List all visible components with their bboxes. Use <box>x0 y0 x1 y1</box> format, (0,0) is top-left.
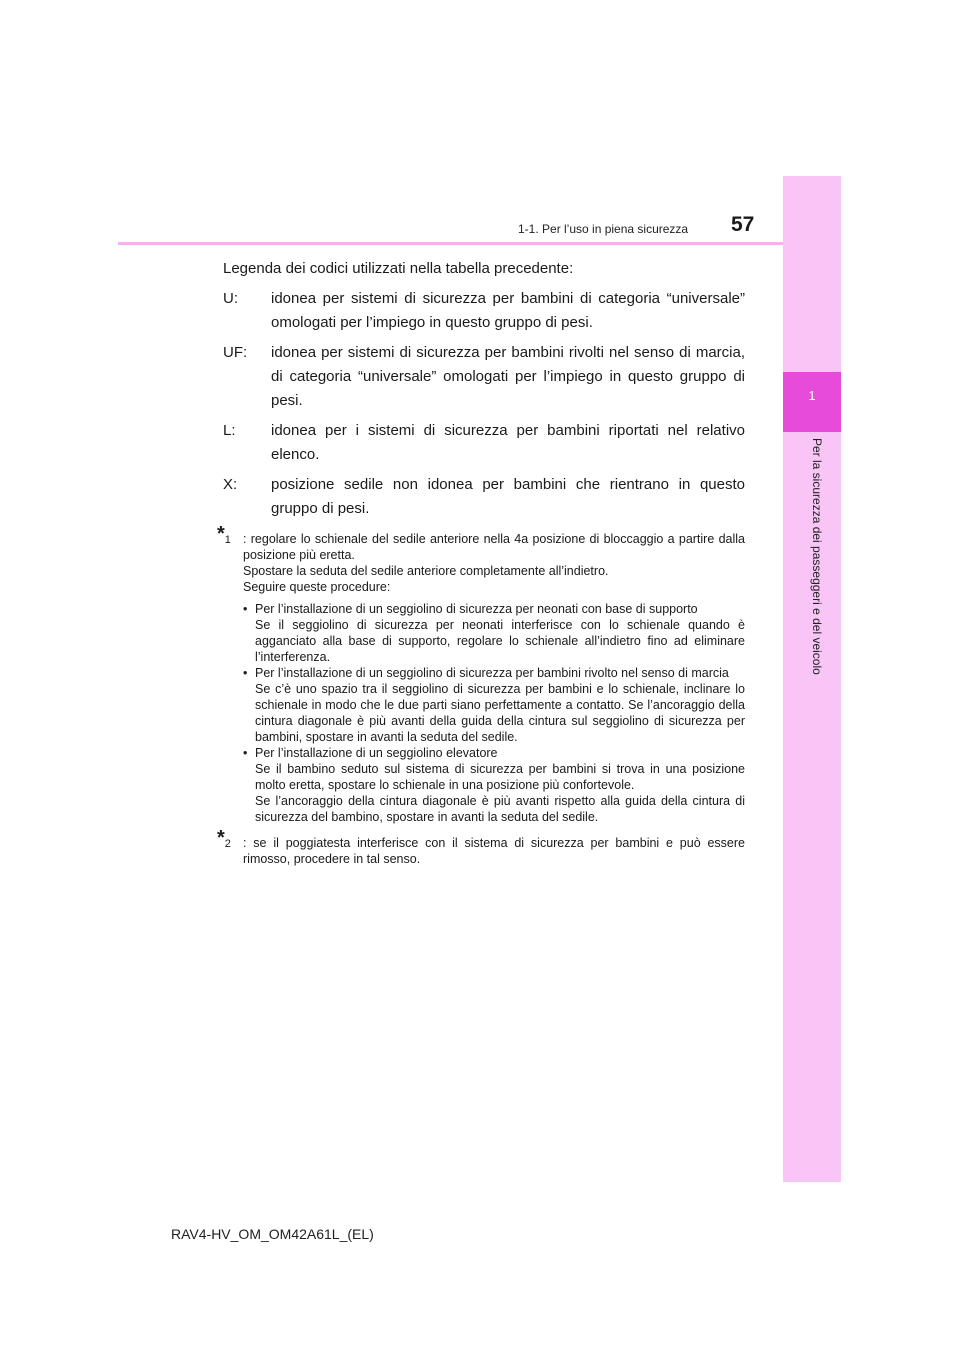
footnote-marker <box>217 523 231 546</box>
legend-item-uf <box>223 341 745 413</box>
legend-text: idonea per i sistemi di sicurezza per bambini riportati nel relativo elenco. <box>271 422 745 463</box>
list-item-text: Se l’ancoraggio della cintura diagonale è più avanti rispetto alla guida della cintura di sicurezza del bambino, spostare in avanti la seduta del sedile. <box>255 794 745 824</box>
legend-text: idonea per sistemi di sicurezza per bambini di categoria “universale” omologati per l’impiego in questo gruppo di pesi. <box>271 290 745 331</box>
page-number: 57 <box>731 213 755 236</box>
asterisk: * <box>217 523 225 545</box>
legend-code: X: <box>223 476 238 493</box>
footnote-2 <box>217 827 745 867</box>
footnote-text: : regolare lo schienale del sedile anteriore nella 4a posizione di bloccaggio a partire dalla posizione più eretta. <box>243 532 745 562</box>
chapter-tab <box>783 372 841 432</box>
legend-item-u <box>223 287 745 335</box>
footnote-1 <box>217 523 745 825</box>
legend-item-x <box>223 473 745 521</box>
bullet-icon: • <box>243 666 248 680</box>
legend-code: UF: <box>223 344 248 361</box>
list-item <box>243 665 745 745</box>
footnote-number: 2 <box>224 838 231 850</box>
asterisk: * <box>217 827 225 849</box>
bullet-icon: • <box>243 746 248 760</box>
footnote-text: : se il poggiatesta interferisce con il sistema di sicurezza per bambini e può essere rimosso, procedere in tal senso. <box>243 836 745 866</box>
page-content <box>217 255 745 867</box>
list-item <box>243 601 745 665</box>
list-item-text: Se il seggiolino di sicurezza per neonati interferisce con lo schienale quando è agganciato alla base di supporto, regolare lo schienale all’indietro fino ad eliminare l’interferenza. <box>255 618 745 664</box>
legend-item-l <box>223 419 745 467</box>
section-title: 1-1. Per l’uso in piena sicurezza <box>518 222 689 236</box>
legend-code: U: <box>223 290 238 307</box>
list-item-title: Per l’installazione di un seggiolino elevatore <box>255 746 498 760</box>
procedure-list <box>243 601 745 825</box>
legend-text: posizione sedile non idonea per bambini che rientrano in questo gruppo di pesi. <box>271 476 745 517</box>
footnote-number: 1 <box>224 534 231 546</box>
list-item-text: Se il bambino seduto sul sistema di sicurezza per bambini si trova in una posizione molto eretta, spostare lo schienale in una posizione più confortevole. <box>255 762 745 792</box>
list-item <box>243 745 745 825</box>
chapter-title: Per la sicurezza dei passeggeri e del veicolo <box>810 438 824 675</box>
legend-text: idonea per sistemi di sicurezza per bambini rivolti nel senso di marcia, di categoria “universale” omologati per l’impiego in questo gruppo di pesi. <box>271 344 745 409</box>
footnote-text: Seguire queste procedure: <box>243 580 391 594</box>
footnote-text: Spostare la seduta del sedile anteriore completamente all’indietro. <box>243 564 609 578</box>
list-item-title: Per l’installazione di un seggiolino di sicurezza per neonati con base di supporto <box>255 602 698 616</box>
list-item-title: Per l’installazione di un seggiolino di sicurezza per bambini rivolto nel senso di marcia <box>255 666 729 680</box>
manual-code: RAV4-HV_OM_OM42A61L_(EL) <box>171 1226 374 1242</box>
footnote-marker <box>217 827 231 850</box>
legend-intro: Legenda dei codici utilizzati nella tabella precedente: <box>223 260 574 277</box>
list-item-text: Se c’è uno spazio tra il seggiolino di sicurezza per bambini e lo schienale, inclinare lo schienale in modo che le due parti siano perfettamente a contatto. Se l’ancoraggio della cintura diagonale è più avanti della guida della cintura sul seggiolino di sicurezza per bambini, spostare in avanti la seduta del sedile. <box>255 682 745 744</box>
bullet-icon: • <box>243 602 248 616</box>
legend-code: L: <box>223 422 236 439</box>
header-rule <box>118 242 783 245</box>
chapter-number: 1 <box>808 388 816 403</box>
